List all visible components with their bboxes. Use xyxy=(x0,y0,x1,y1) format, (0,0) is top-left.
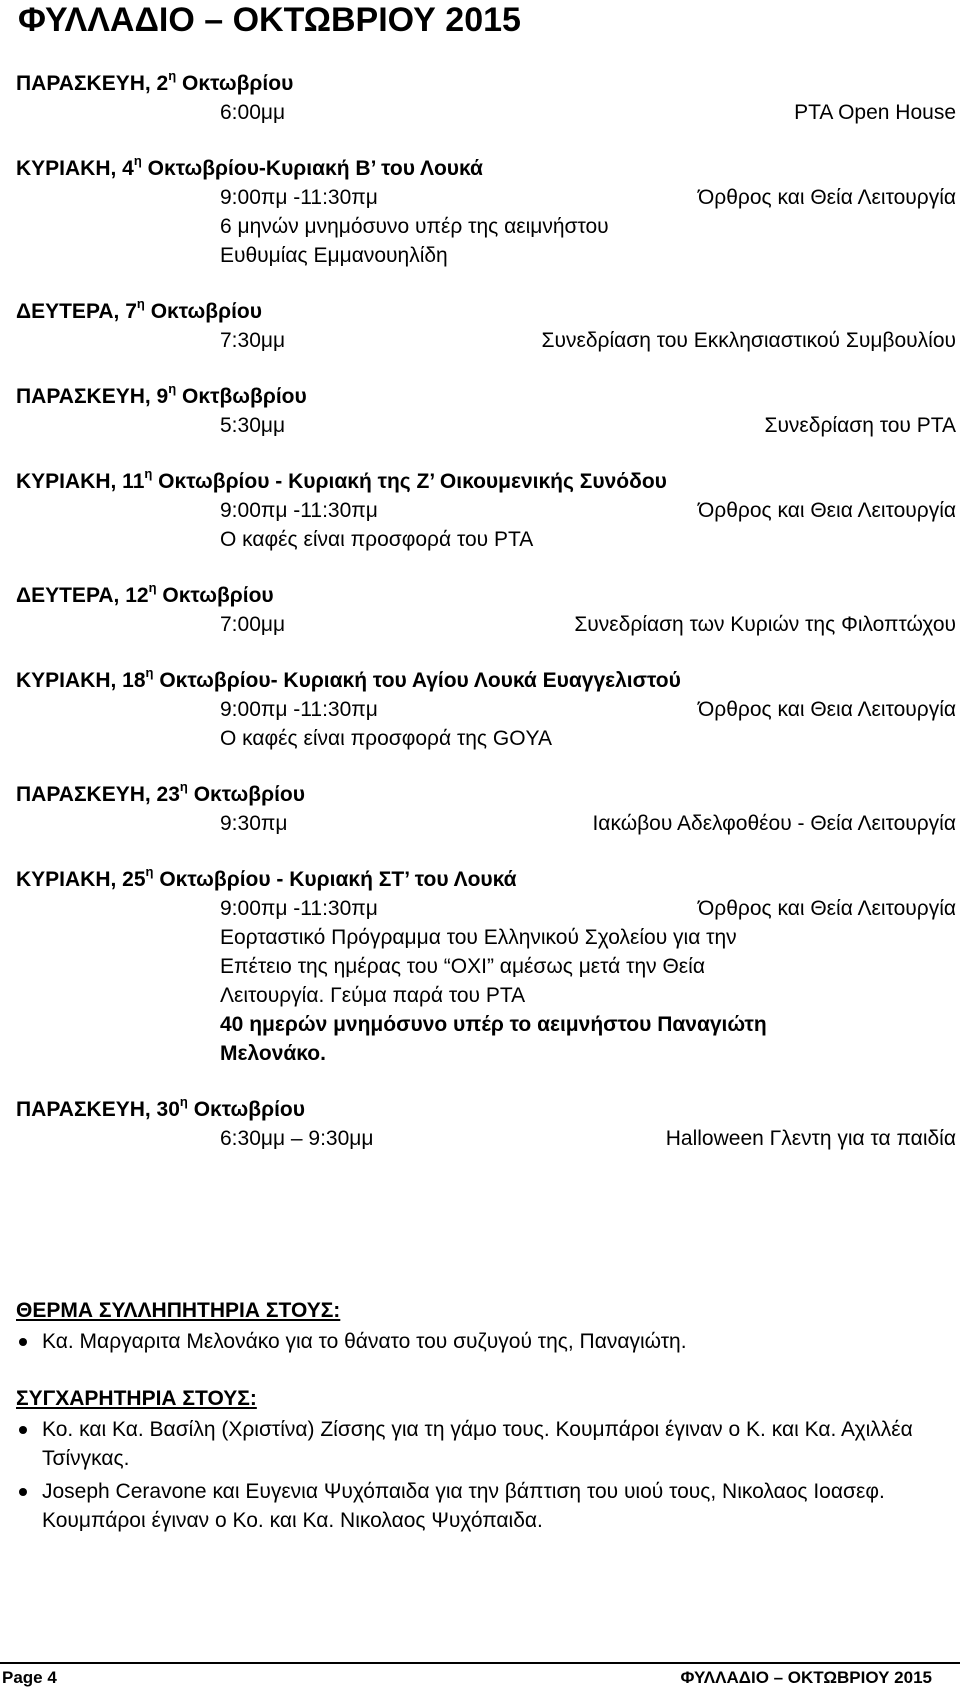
event-time: 9:00πμ -11:30πμ xyxy=(220,897,378,920)
event-day-name: ΠΑΡΑΣΚΕΥΗ, 30 xyxy=(16,1098,180,1121)
event-day-ordinal: η xyxy=(136,296,145,311)
footer-title: ΦΥΛΛΑΔΙΟ – ΟΚΤΩΒΡΙΟΥ 2015 xyxy=(680,1668,932,1687)
event-row xyxy=(16,1124,956,1153)
event-day-ordinal: η xyxy=(133,153,142,168)
event-day-name: ΚΥΡΙΑΚΗ, 25 xyxy=(16,868,146,891)
event-time: 6:30μμ – 9:30μμ xyxy=(220,1127,374,1150)
event-day xyxy=(16,69,956,98)
footer-page-number: Page 4 xyxy=(2,1668,57,1687)
event-day-ordinal: η xyxy=(144,466,153,481)
page-footer xyxy=(0,1662,960,1692)
event-description: PTA Open House xyxy=(794,101,956,124)
event-day-ordinal: η xyxy=(179,1094,188,1109)
events-list xyxy=(16,69,956,1180)
list-item-text: Κα. Μαργαριτα Μελονάκο για το θάνατο του συζυγού της, Παναγιώτη. xyxy=(42,1330,687,1353)
event-row xyxy=(16,183,956,212)
event-note: Εορταστικό Πρόγραμμα του Ελληνικού Σχολείου για την xyxy=(220,926,737,949)
event-day-detail: Οκτωβρίου xyxy=(187,1098,305,1121)
event-note: Ο καφές είναι προσφορά του PTA xyxy=(220,528,534,551)
event-row xyxy=(16,894,956,923)
event-row xyxy=(16,411,956,440)
event-day-name: ΠΑΡΑΣΚΕΥΗ, 23 xyxy=(16,783,180,806)
event-time: 9:00πμ -11:30πμ xyxy=(220,499,378,522)
condolences-heading: ΘΕΡΜΑ ΣΥΛΛΗΠΗΤΗΡΙΑ ΣΤΟΥΣ: xyxy=(16,1299,341,1322)
event-day xyxy=(16,467,956,496)
event-row xyxy=(16,496,956,525)
bullet-icon xyxy=(19,1426,27,1434)
congratulations-list xyxy=(16,1415,936,1535)
event-day-name: ΚΥΡΙΑΚΗ, 11 xyxy=(16,470,145,493)
event-description: Ιακώβου Αδελφοθέου - Θεία Λειτουργία xyxy=(592,812,956,835)
event-description: Όρθρος και Θεια Λειτουργία xyxy=(698,499,956,522)
event-note: Λειτουργία. Γεύμα παρά του PTA xyxy=(220,984,526,1007)
list-item-text: Joseph Ceravone και Ευγενια Ψυχόπαιδα για την βάπτιση του υιού τους, Νικολαος Ιοασεφ. Κουμπάροι έγιναν ο Κο. και Κα. Νικολαος Ψυχόπαιδα. xyxy=(42,1480,885,1532)
list-item xyxy=(16,1415,936,1473)
event-day-detail: Οκτωβρίου xyxy=(144,300,262,323)
event-day xyxy=(16,581,956,610)
event-entry xyxy=(16,467,956,554)
list-item-text: Κο. και Κα. Βασίλη (Χριστίνα) Ζίσσης για τη γάμο τους. Κουμπάροι έγιναν ο Κ. και Κα. Αχιλλέα Τσίνγκας. xyxy=(42,1418,913,1470)
event-description: Συνεδρίαση του PTA xyxy=(764,414,956,437)
event-day-ordinal: η xyxy=(168,381,177,396)
event-entry xyxy=(16,865,956,1068)
event-day-detail: Οκτωβρίου-Κυριακή Β’ του Λουκά xyxy=(141,157,483,180)
event-day-detail: Οκτωβρίου - Κυριακή ΣΤ’ του Λουκά xyxy=(153,868,517,891)
event-day-name: ΚΥΡΙΑΚΗ, 4 xyxy=(16,157,134,180)
event-day-ordinal: η xyxy=(168,68,177,83)
event-note: Επέτειο της ημέρας του “ΟΧΙ” αμέσως μετά την Θεία xyxy=(220,955,705,978)
event-description: Συνεδρίαση του Εκκλησιαστικού Συμβουλίου xyxy=(541,329,956,352)
event-day xyxy=(16,666,956,695)
event-row xyxy=(16,809,956,838)
event-entry xyxy=(16,382,956,440)
event-time: 7:00μμ xyxy=(220,613,286,636)
bullet-icon xyxy=(19,1488,27,1496)
event-day-detail: Οκτωβρίου xyxy=(187,783,305,806)
event-time: 9:30πμ xyxy=(220,812,288,835)
page-title: ΦΥΛΛΑΔΙΟ – ΟΚΤΩΒΡΙΟΥ 2015 xyxy=(18,1,521,39)
event-day-name: ΠΑΡΑΣΚΕΥΗ, 2 xyxy=(16,72,169,95)
bullet-icon xyxy=(19,1338,27,1346)
event-description: Halloween Γλεντη για τα παιδία xyxy=(665,1127,956,1150)
event-day-name: ΠΑΡΑΣΚΕΥΗ, 9 xyxy=(16,385,169,408)
event-entry xyxy=(16,69,956,127)
event-entry xyxy=(16,297,956,355)
event-day-name: ΔΕΥΤΕΡΑ, 7 xyxy=(16,300,137,323)
event-day-detail: Οκτωβρίου xyxy=(156,584,274,607)
event-day-ordinal: η xyxy=(179,779,188,794)
event-row xyxy=(16,695,956,724)
event-day xyxy=(16,1095,956,1124)
event-day-name: ΚΥΡΙΑΚΗ, 18 xyxy=(16,669,146,692)
event-day-detail: Οκτωβρίου - Κυριακή της Ζ’ Οικουμενικής Συνόδου xyxy=(152,470,667,493)
event-day xyxy=(16,780,956,809)
event-description: Συνεδρίαση των Κυριών της Φιλοπτώχου xyxy=(574,613,956,636)
event-day xyxy=(16,154,956,183)
condolences-section xyxy=(16,1296,936,1360)
event-row xyxy=(16,610,956,639)
event-row xyxy=(16,326,956,355)
event-time: 6:00μμ xyxy=(220,101,286,124)
condolences-list xyxy=(16,1327,936,1356)
event-day-ordinal: η xyxy=(145,665,154,680)
event-row xyxy=(16,98,956,127)
event-day xyxy=(16,297,956,326)
event-description: Όρθρος και Θεία Λειτουργία xyxy=(698,897,956,920)
event-time: 5:30μμ xyxy=(220,414,286,437)
event-time: 9:00πμ -11:30πμ xyxy=(220,698,378,721)
event-time: 9:00πμ -11:30πμ xyxy=(220,186,378,209)
event-note: 6 μηνών μνημόσυνο υπέρ της αειμνήστου xyxy=(220,215,609,238)
event-day-detail: Οκτωβρίου xyxy=(176,72,294,95)
event-day-ordinal: η xyxy=(145,864,154,879)
event-entry xyxy=(16,780,956,838)
event-note: Μελονάκο. xyxy=(220,1042,326,1065)
event-note: Ο καφές είναι προσφορά της GOYA xyxy=(220,727,553,750)
event-description: Όρθρος και Θεία Λειτουργία xyxy=(698,186,956,209)
event-day-ordinal: η xyxy=(148,580,157,595)
event-time: 7:30μμ xyxy=(220,329,286,352)
event-note: 40 ημερών μνημόσυνο υπέρ το αειμνήστου Παναγιώτη xyxy=(220,1013,767,1036)
event-day-detail: Οκτβωβρίου xyxy=(176,385,307,408)
list-item xyxy=(16,1477,936,1535)
congratulations-heading: ΣΥΓΧΑΡΗΤΗΡΙΑ ΣΤΟΥΣ: xyxy=(16,1387,257,1410)
event-entry xyxy=(16,154,956,270)
event-day xyxy=(16,865,956,894)
event-entry xyxy=(16,666,956,753)
event-day xyxy=(16,382,956,411)
event-day-detail: Οκτωβρίου- Κυριακή του Αγίου Λουκά Ευαγγελιστού xyxy=(153,669,681,692)
event-entry xyxy=(16,581,956,639)
list-item xyxy=(16,1327,936,1356)
event-day-name: ΔΕΥΤΕΡΑ, 12 xyxy=(16,584,149,607)
congratulations-section xyxy=(16,1384,936,1539)
event-entry xyxy=(16,1095,956,1153)
event-description: Όρθρος και Θεια Λειτουργία xyxy=(698,698,956,721)
event-note: Ευθυμίας Εμμανουηλίδη xyxy=(220,244,448,267)
